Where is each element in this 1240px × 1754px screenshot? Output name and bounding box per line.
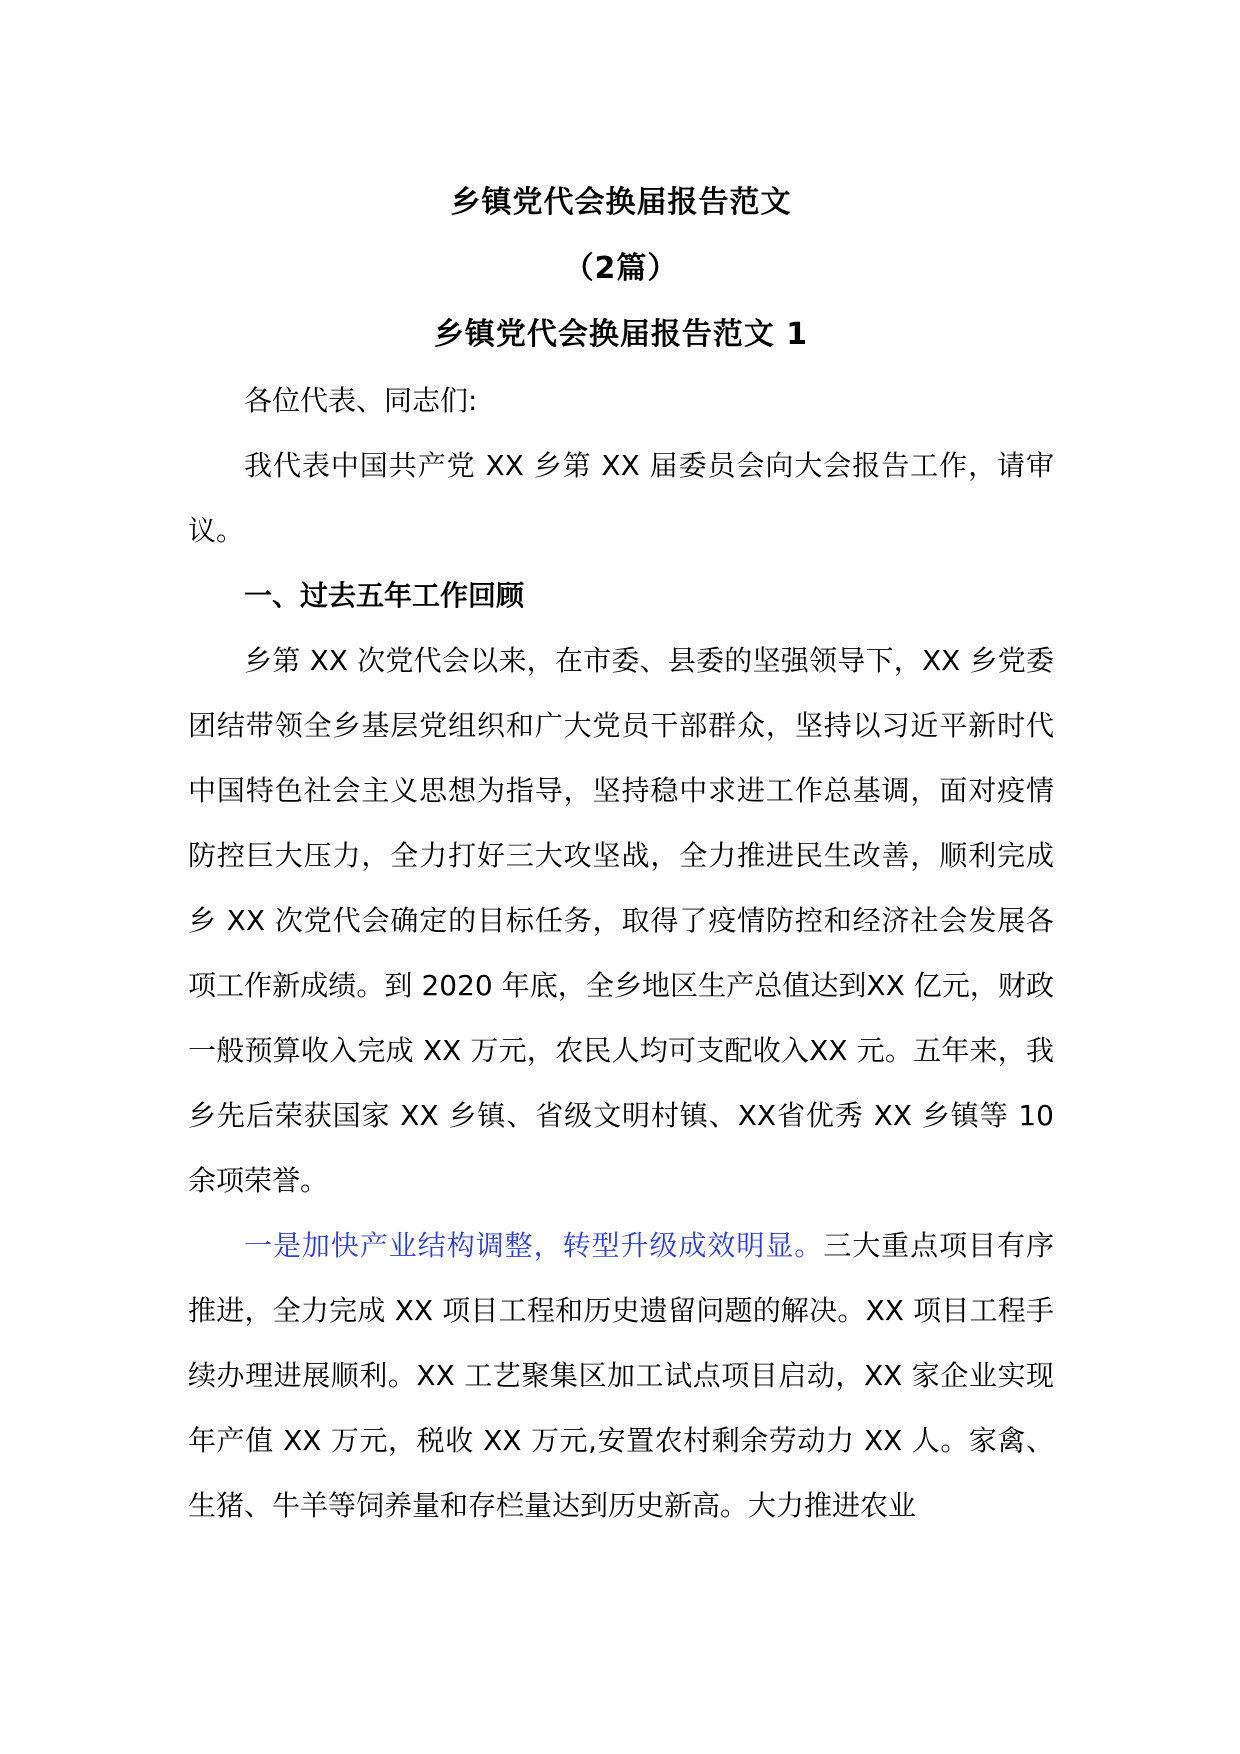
paragraph-industry xyxy=(188,1213,1054,1538)
document-subtitle: （2篇） xyxy=(563,251,679,286)
salutation: 各位代表、同志们: xyxy=(244,384,478,417)
paragraph-highlight: 一是加快产业结构调整，转型升级成效明显。 xyxy=(244,1229,824,1262)
article-title: 乡镇党代会换届报告范文 1 xyxy=(433,317,809,352)
paragraph-review: 乡第 XX 次党代会以来，在市委、县委的坚强领导下，XX 乡党委团结带领全乡基层党组织和广大党员干部群众，坚持以习近平新时代中国特色社会主义思想为指导，坚持稳中求进工作总基调，面对疫情防控巨大压力，全力打好三大攻坚战，全力推进民生改善，顺利完成乡 XX 次党代会确定的目标任务，取得了疫情防控和经济社会发展各项工作新成绩。到 2020 年底，全乡地区生产总值达到XX 亿元，财政一般预算收入完成 XX 万元，农民人均可支配收入XX 元。五年来，我乡先后荣获国家 XX 乡镇、省级文明村镇、XX省优秀 XX 乡镇等 10 余项荣誉。 xyxy=(188,644,1054,1197)
document-body xyxy=(188,170,1054,1538)
document-title: 乡镇党代会换届报告范文 xyxy=(450,185,792,220)
paragraph-body: 三大重点项目有序推进，全力完成 XX 项目工程和历史遗留问题的解决。XX 项目工程手续办理进展顺利。XX 工艺聚集区加工试点项目启动，XX 家企业实现年产值 XX 万元，税收 XX 万元,安置农村剩余劳动力 XX 人。家禽、生猪、牛羊等饲养量和存栏量达到历史新高。大力推进农业 xyxy=(188,1229,1054,1522)
intro-paragraph: 我代表中国共产党 XX 乡第 XX 届委员会向大会报告工作，请审议。 xyxy=(188,449,1054,547)
section-heading: 一、过去五年工作回顾 xyxy=(244,579,525,612)
